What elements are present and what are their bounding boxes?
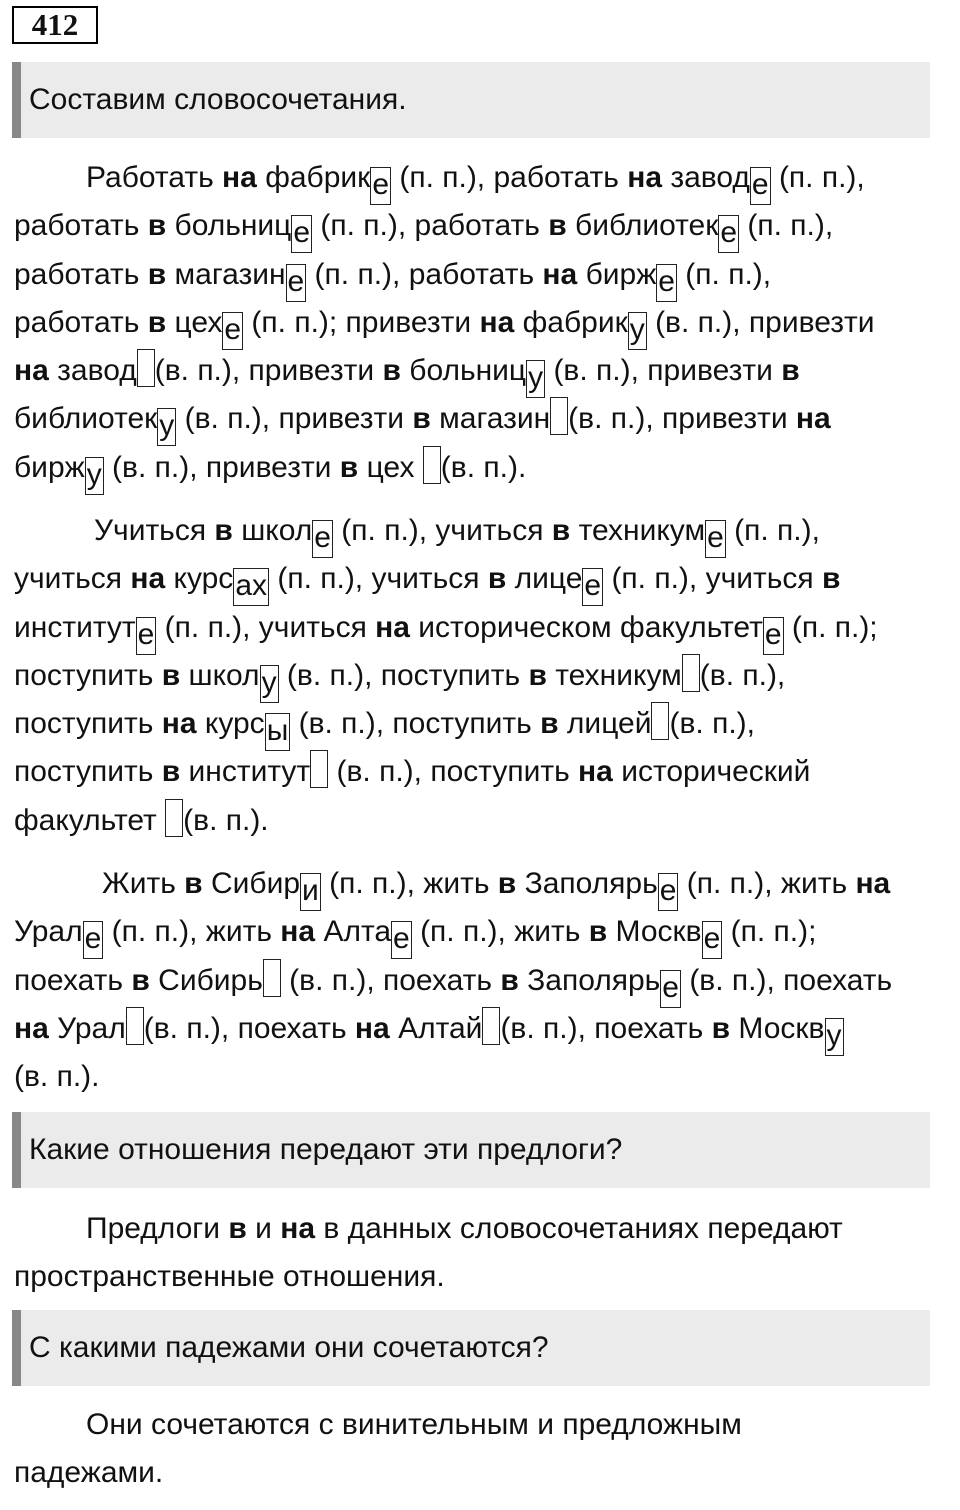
preposition-bold: на [479, 305, 515, 339]
text-run: больниц [400, 354, 527, 388]
text-run: пространственные отношения. [14, 1260, 445, 1294]
preposition-bold: на [14, 1011, 49, 1045]
preposition-bold: в [339, 450, 359, 484]
preposition-bold: в [548, 209, 567, 243]
ending-box: е [286, 264, 307, 302]
preposition-bold: в [821, 562, 841, 596]
text-run: фабрик [256, 161, 371, 194]
preposition-bold: в [147, 257, 167, 291]
text-line [14, 444, 944, 492]
preposition-bold: в [214, 514, 233, 547]
ending-box: е [750, 167, 771, 205]
ending-box [423, 446, 441, 484]
text-run: магазин [166, 257, 286, 291]
preposition-bold: на [161, 707, 197, 741]
preposition-bold: на [542, 257, 578, 291]
text-run: (п. п.), учиться [156, 610, 376, 644]
text-run: (в. п.), привезти [568, 402, 796, 436]
text-run: (п. п.), учиться [332, 514, 552, 547]
text-run: Учиться [94, 514, 215, 547]
ending-box [651, 702, 669, 740]
ending-box: е [660, 970, 681, 1008]
text-line [14, 652, 944, 700]
ending-box [263, 959, 281, 997]
text-line [14, 1005, 944, 1053]
preposition-bold: на [14, 354, 49, 388]
ending-box: и [300, 873, 321, 911]
ending-box: у [85, 457, 104, 495]
text-line [14, 1449, 944, 1497]
preposition-bold: в [382, 354, 401, 388]
text-line [14, 555, 944, 603]
text-line [14, 1401, 944, 1449]
text-run: (в. п.), поехать [280, 963, 501, 997]
text-run: (в. п.), привезти [545, 354, 782, 388]
text-run: Работать [86, 161, 223, 194]
preposition-bold: в [412, 402, 431, 436]
preposition-bold: в [161, 755, 181, 789]
text-line [14, 1253, 944, 1301]
ending-box: е [222, 312, 243, 350]
ending-box: е [291, 215, 312, 253]
text-run: курс [196, 707, 265, 741]
text-line [14, 251, 944, 299]
ending-box [550, 397, 568, 435]
ending-box [482, 1007, 500, 1045]
ending-box [165, 799, 183, 837]
text-run: Они сочетаются с винительным и предложным [86, 1408, 742, 1441]
text-run: (п. п.), учиться [269, 562, 488, 596]
ending-box: е [658, 873, 679, 911]
preposition-bold: на [627, 161, 663, 194]
paragraph-study-enter [14, 507, 944, 845]
text-run: техникум [546, 658, 682, 692]
preposition-bold: на [222, 161, 257, 194]
text-run: (в. п.), [699, 658, 786, 692]
text-run: (п. п.), работать [391, 161, 628, 194]
text-run: исторический [612, 755, 811, 789]
ending-box [126, 1007, 144, 1045]
text-run: (п. п.); привезти [243, 305, 480, 339]
text-run: завод [48, 354, 137, 388]
answer-cases [14, 1401, 944, 1498]
text-line [14, 202, 944, 250]
text-run: институт [180, 755, 311, 789]
preposition-bold: на [578, 755, 613, 789]
ending-box: е [582, 568, 603, 606]
preposition-bold: на [855, 867, 891, 900]
text-run: (в. п.), поступить [328, 755, 579, 789]
text-run: курс [165, 562, 234, 596]
text-run: магазин [430, 402, 551, 436]
ending-box: е [705, 520, 726, 558]
text-run: (п. п.), работать [312, 209, 549, 243]
text-run: цех [166, 305, 223, 339]
text-run: Урал [14, 915, 83, 949]
ending-box: у [157, 408, 176, 446]
text-run: (п. п.); [722, 915, 817, 949]
text-run: Заполярь [518, 963, 661, 997]
text-run: школ [180, 658, 260, 692]
text-run: и [246, 1212, 281, 1245]
text-run: (в. п.), привезти [646, 305, 875, 339]
text-run: факультет [14, 803, 166, 837]
ending-box [682, 654, 700, 692]
text-run: (в. п.), привезти [154, 354, 383, 388]
paragraph-live-travel [14, 860, 944, 1101]
text-run: лице [506, 562, 583, 596]
ending-box: е [370, 167, 391, 205]
ending-box: у [628, 312, 647, 350]
text-line [14, 154, 944, 202]
text-line [14, 1205, 944, 1253]
text-run: (п. п.), [725, 514, 820, 547]
text-line [14, 860, 944, 908]
text-run: фабрик [514, 305, 628, 339]
text-line [14, 507, 944, 555]
text-run: школ [232, 514, 313, 547]
preposition-bold: в [131, 963, 150, 997]
preposition-bold: в [497, 867, 517, 900]
task-heading-compose: Составим словосочетания. [12, 62, 930, 138]
text-run: поступить [14, 658, 162, 692]
text-line [14, 748, 944, 796]
text-run: (в. п.). [440, 450, 527, 484]
preposition-bold: в [551, 514, 571, 547]
text-run: больниц [166, 209, 292, 243]
preposition-bold: в [711, 1011, 731, 1045]
text-run: (п. п.), работать [306, 257, 543, 291]
text-run: (п. п.); [783, 610, 878, 644]
ending-box: ах [233, 568, 269, 606]
text-line [14, 908, 944, 956]
preposition-bold: на [354, 1011, 390, 1045]
text-run: техникум [570, 514, 706, 547]
preposition-bold: в [588, 915, 608, 949]
text-line [14, 1053, 944, 1101]
text-run: Заполярь [516, 867, 658, 900]
preposition-bold: на [795, 402, 831, 436]
text-run: (в. п.), поехать [143, 1011, 355, 1045]
text-run: Сибир [202, 867, 301, 900]
ending-box: е [763, 617, 784, 655]
text-run: Урал [48, 1011, 126, 1045]
ending-box [310, 750, 328, 788]
ending-box: е [391, 921, 412, 959]
text-run: в данных словосочетаниях передают [315, 1212, 843, 1245]
preposition-bold: на [280, 915, 316, 949]
text-run: падежами. [14, 1456, 164, 1490]
text-run: (п. п.), [739, 209, 834, 243]
preposition-bold: в [500, 963, 519, 997]
text-run: (в. п.), [669, 707, 755, 741]
ending-box [137, 349, 155, 387]
text-run: (п. п.), жить [678, 867, 856, 900]
text-run: (п. п.), жить [103, 915, 281, 949]
text-run: библиотек [14, 402, 158, 436]
ending-box: е [312, 520, 333, 558]
text-run: бирж [577, 257, 657, 291]
text-run: поступить [14, 755, 162, 789]
text-run: Предлоги [86, 1212, 229, 1245]
text-run: Жить [102, 867, 185, 900]
preposition-bold: в [781, 354, 800, 388]
ending-box: е [136, 617, 157, 655]
preposition-bold: на [280, 1212, 316, 1245]
text-run: цех [358, 450, 423, 484]
text-run: Алтай [389, 1011, 483, 1045]
ending-box: у [526, 360, 545, 398]
text-run: (п. п.), [770, 161, 865, 194]
text-run: (п. п.), жить [320, 867, 498, 900]
text-run: лицей [558, 707, 652, 741]
text-run: Алта [315, 915, 392, 949]
answer-relations [14, 1205, 944, 1302]
text-run: (в. п.), поступить [278, 658, 529, 692]
text-run: (в. п.), поехать [680, 963, 893, 997]
preposition-bold: в [161, 658, 181, 692]
preposition-bold: в [228, 1212, 247, 1245]
preposition-bold: в [147, 305, 167, 339]
text-run: (в. п.), поступить [290, 707, 541, 741]
preposition-bold: в [184, 867, 203, 900]
preposition-bold: в [528, 658, 547, 692]
ending-box: ы [265, 713, 291, 751]
text-run: учиться [14, 562, 131, 596]
text-line [14, 957, 944, 1005]
text-run: поехать [14, 963, 132, 997]
text-run: (в. п.). [14, 1060, 100, 1094]
text-run: завод [662, 161, 750, 194]
text-line [14, 797, 944, 845]
text-run: работать [14, 257, 148, 291]
ending-box: у [260, 665, 279, 703]
paragraph-work-bring [14, 154, 944, 492]
text-run: Сибирь [149, 963, 263, 997]
text-run: (п. п.), учиться [603, 562, 822, 596]
preposition-bold: на [375, 610, 410, 644]
text-run: поступить [14, 707, 162, 741]
text-line [14, 604, 944, 652]
text-run: (п. п.), [676, 257, 772, 291]
preposition-bold: в [487, 562, 507, 596]
text-line [14, 347, 944, 395]
text-line [14, 299, 944, 347]
ending-box: е [83, 921, 104, 959]
ending-box: е [702, 921, 723, 959]
task-heading-cases: С какими падежами они сочетаются? [12, 1310, 930, 1386]
ending-box: е [656, 264, 677, 302]
text-run: Москв [730, 1011, 825, 1045]
text-run: бирж [14, 450, 85, 484]
text-run: институт [14, 610, 136, 644]
exercise-number: 412 [12, 6, 98, 44]
text-run: (в. п.), привезти [176, 402, 413, 436]
text-run: (п. п.), жить [411, 915, 589, 949]
text-line [14, 395, 944, 443]
preposition-bold: на [130, 562, 166, 596]
ending-box: у [825, 1018, 844, 1056]
text-run: (в. п.), привезти [103, 450, 340, 484]
text-run: (в. п.). [183, 803, 269, 837]
text-run: Москв [607, 915, 702, 949]
task-heading-relations: Какие отношения передают эти предлоги? [12, 1112, 930, 1188]
preposition-bold: в [540, 707, 559, 741]
text-run: (в. п.), поехать [500, 1011, 712, 1045]
text-run: работать [14, 209, 148, 243]
text-line [14, 700, 944, 748]
preposition-bold: в [147, 209, 167, 243]
text-run: работать [14, 305, 148, 339]
text-run: библиотек [566, 209, 719, 243]
ending-box: е [718, 215, 739, 253]
text-run: историческом факультет [409, 610, 763, 644]
